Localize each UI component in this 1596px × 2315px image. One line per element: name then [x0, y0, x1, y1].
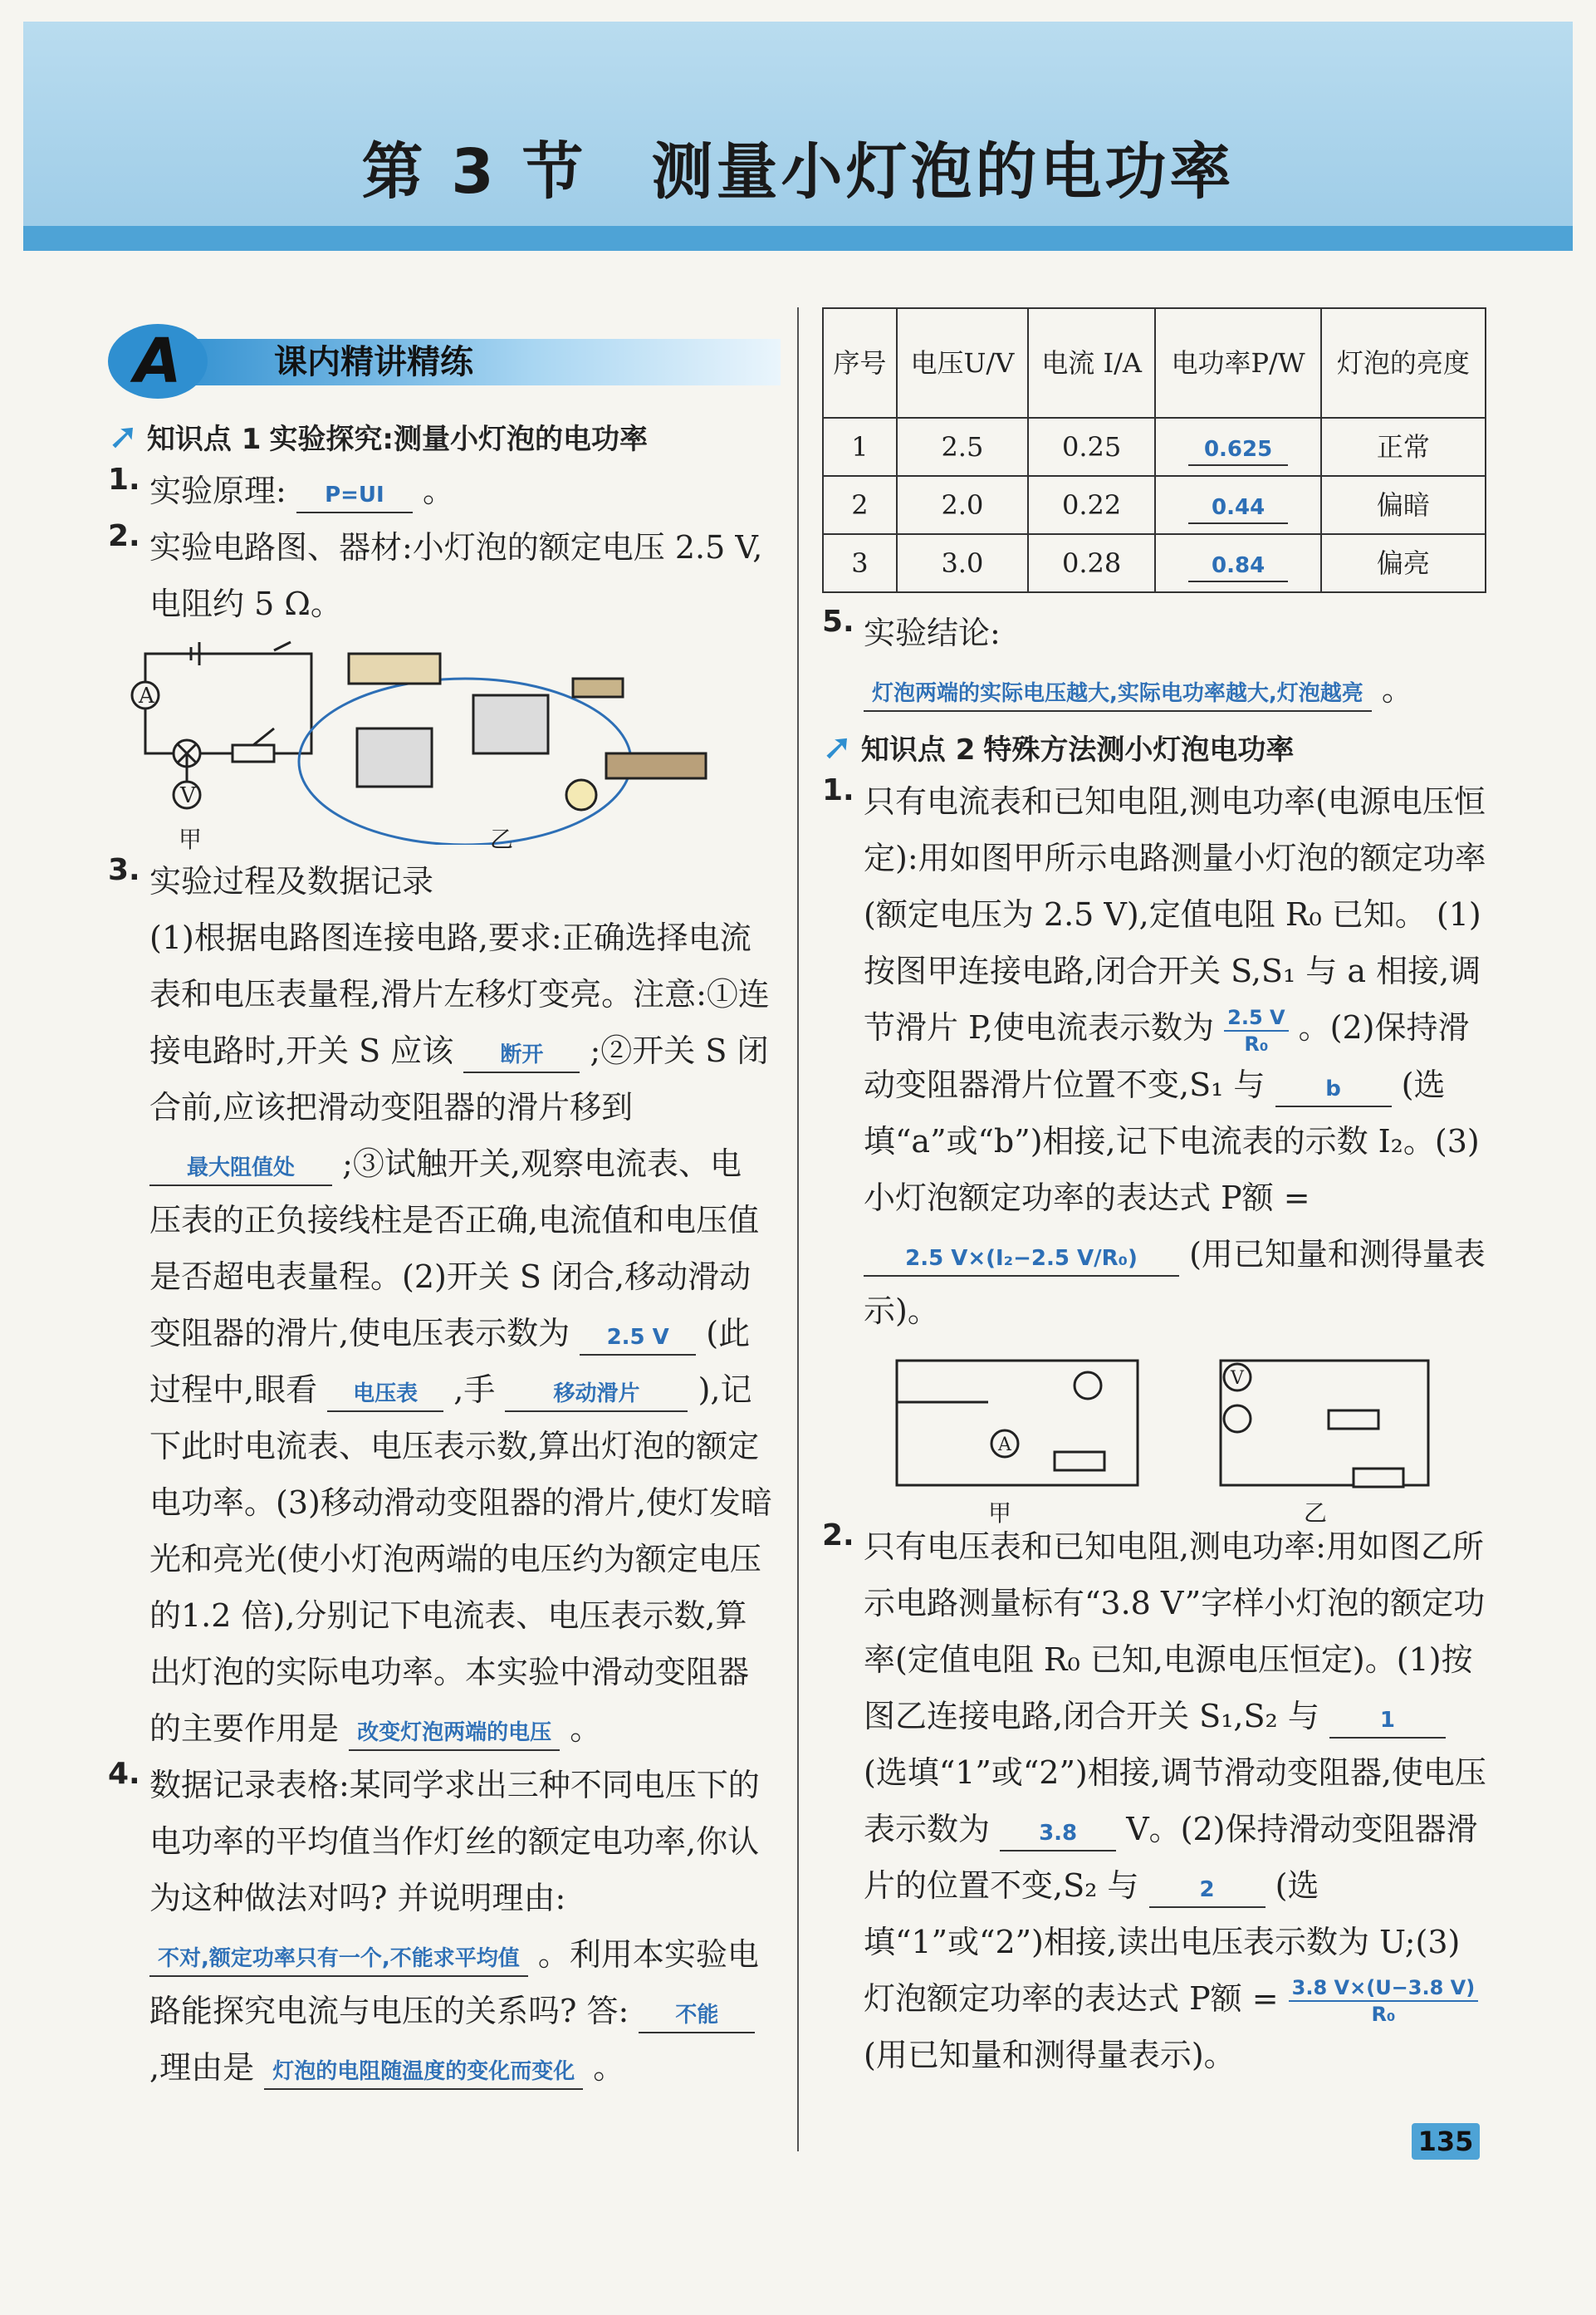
section-title: 课内精讲精练 — [274, 343, 473, 381]
answer-blank: 改变灯泡两端的电压 — [349, 1716, 560, 1751]
fraction-denominator: R₀ — [1244, 1032, 1269, 1056]
question-heading: 实验过程及数据记录 — [149, 863, 434, 900]
answer-blank: 不能 — [639, 1999, 755, 2033]
knowledge-point-1 — [108, 415, 772, 458]
question-text: (选填“1”或“2”)相接,调节滑动变阻器,使电压表示数为 — [864, 1753, 1486, 1847]
question-text: V。(2)保持滑动变阻器滑片的位置不变,S₂ 与 — [864, 1810, 1478, 1904]
voltmeter-label: V — [1231, 1367, 1244, 1389]
punct: 。 — [593, 2049, 625, 2086]
right-column — [822, 307, 1486, 2083]
chapter-banner — [23, 22, 1573, 251]
fraction-numerator: 2.5 V — [1224, 1005, 1288, 1032]
circuit-diagram — [108, 637, 772, 845]
question-number: 5. — [822, 605, 854, 639]
data-table — [822, 307, 1486, 593]
answer-blank: 3.8 — [1000, 1817, 1116, 1852]
voltmeter-label: V — [180, 783, 196, 808]
table-header: 灯泡的亮度 — [1321, 308, 1486, 418]
answer-blank: 断开 — [463, 1038, 580, 1073]
kp-title: 特殊方法测小灯泡电功率 — [983, 733, 1295, 767]
section-letter: A — [108, 324, 208, 399]
answer-blank: 2.5 V×(I₂−2.5 V/R₀) — [864, 1242, 1179, 1277]
figure-circuit-apparatus — [108, 637, 772, 853]
question-text: ,手 — [453, 1371, 496, 1408]
answer-blank: 不对,额定功率只有一个,不能求平均值 — [149, 1942, 528, 1977]
question-3 — [108, 853, 772, 1757]
column-divider — [797, 307, 799, 2151]
answer-blank: 2.5 V — [580, 1321, 696, 1356]
table-header: 电流 I/A — [1028, 308, 1155, 418]
kp-label: 知识点 1 — [146, 423, 262, 456]
table-cell: 2.5 — [897, 418, 1028, 476]
knowledge-point-2 — [822, 726, 1486, 768]
question-text: ;③试触开关,观察电流表、电压表的正负接线柱是否正确,电流值和电压值是否超电表量程。(2)开关 S 闭合,移动滑动变阻器的滑片,使电压表示数为 — [149, 1145, 760, 1351]
question-text: 实验原理: — [149, 473, 286, 509]
answer-fraction — [1289, 1975, 1479, 2027]
figure-caption-a: 甲 — [179, 826, 203, 853]
figure-caption-b: 乙 — [1304, 1498, 1328, 1527]
answer-blank: P=UI — [296, 478, 413, 513]
figure-caption-a: 甲 — [988, 1498, 1012, 1527]
punct: 。 — [1381, 671, 1413, 708]
question-number: 2. — [108, 519, 140, 553]
question-number: 1. — [822, 773, 854, 807]
arrow-icon: ➚ — [108, 415, 139, 458]
answer-blank: 0.625 — [1188, 434, 1288, 466]
punct: 。 — [423, 473, 455, 509]
question-text: 。(2)保持滑动变阻器滑片位置不变,S₁ 与 — [864, 1009, 1470, 1103]
answer-fraction — [1224, 1005, 1288, 1057]
question-1 — [108, 463, 772, 519]
table-cell: 0.28 — [1028, 534, 1155, 592]
question-text: (此过程中,眼看 — [149, 1315, 751, 1408]
question-4 — [108, 1757, 772, 2096]
figure-caption-b: 乙 — [490, 826, 514, 853]
answer-blank: 0.84 — [1188, 551, 1288, 582]
special-question-2 — [822, 1518, 1486, 2084]
question-text: ,理由是 — [149, 2049, 255, 2086]
question-2 — [108, 519, 772, 632]
question-5 — [822, 605, 1486, 718]
question-text: (用已知量和测得量表示)。 — [864, 2037, 1236, 2073]
question-text: 只有电流表和已知电阻,测电功率(电源电压恒定):用如图甲所示电路测量小灯泡的额定功率(额定电压为 2.5 V),定值电阻 R₀ 已知。 — [864, 783, 1486, 933]
question-text: (1)根据电路图连接电路,要求:正确选择电流表和电压表量程,滑片左移灯变亮。注意:①连接电路时,开关 S 应该 — [149, 920, 770, 1069]
table-cell — [1155, 534, 1321, 592]
arrow-icon: ➚ — [822, 726, 853, 768]
question-number: 3. — [108, 853, 140, 887]
table-header: 电压U/V — [897, 308, 1028, 418]
kp-label: 知识点 2 — [860, 733, 976, 767]
table-row — [823, 534, 1486, 592]
punct: 。 — [570, 1710, 602, 1747]
question-text: (用已知量和测得量表示)。 — [864, 1235, 1486, 1329]
answer-blank: b — [1275, 1072, 1392, 1107]
question-text: (1)按图甲连接电路,闭合开关 S,S₁ 与 a 相接,调节滑片 P,使电流表示数为 — [864, 896, 1481, 1046]
ammeter-label: A — [998, 1434, 1011, 1455]
table-cell: 2 — [823, 476, 897, 534]
answer-blank: 0.44 — [1188, 493, 1288, 524]
question-text: 实验电路图、器材:小灯泡的额定电压 2.5 V,电阻约 5 Ω。 — [149, 529, 763, 622]
table-cell: 3 — [823, 534, 897, 592]
answer-blank: 1 — [1329, 1704, 1446, 1739]
question-text: 只有电压表和已知电阻,测电功率:用如图乙所示电路测量标有“3.8 V”字样小灯泡的额定功率(定值电阻 R₀ 已知,电源电压恒定)。(1)按图乙连接电路,闭合开关 S₁,S₂ 与 — [864, 1528, 1486, 1734]
kp-title: 实验探究:测量小灯泡的电功率 — [269, 423, 648, 456]
answer-blank: 最大阻值处 — [149, 1151, 332, 1186]
answer-blank: 灯泡的电阻随温度的变化而变化 — [264, 2055, 583, 2090]
question-text: ),记下此时电流表、电压表示数,算出灯泡的额定电功率。(3)移动滑动变阻器的滑片,使灯发暗光和亮光(使小灯泡两端的电压约为额定电压的1.2 倍),分别记下电流表、电压表示数,算出灯泡的实际电功率。本实验中滑动变阻器的主要作用是 — [149, 1371, 772, 1747]
question-text: 。利用本实验电路能探究电流与电压的关系吗? 答: — [149, 1936, 759, 2029]
fraction-numerator: 3.8 V×(U−3.8 V) — [1289, 1975, 1479, 2002]
answer-blank: 2 — [1149, 1873, 1266, 1908]
question-number: 4. — [108, 1757, 140, 1791]
table-cell: 偏暗 — [1321, 476, 1486, 534]
table-header: 序号 — [823, 308, 897, 418]
table-cell — [1155, 418, 1321, 476]
table-cell: 偏亮 — [1321, 534, 1486, 592]
question-text: ;②开关 S 闭合前,应该把滑动变阻器的滑片移到 — [149, 1032, 769, 1126]
ammeter-label: A — [139, 684, 154, 709]
question-number: 1. — [108, 463, 140, 497]
table-row — [823, 418, 1486, 476]
section-bar — [166, 339, 781, 385]
page-title: 第 3 节 测量小灯泡的电功率 — [361, 136, 1235, 208]
question-text: (选填“1”或“2”)相接,读出电压表示数为 U;(3)灯泡额定功率的表达式 P额 = — [864, 1866, 1461, 2017]
special-question-1 — [822, 773, 1486, 1339]
table-cell: 正常 — [1321, 418, 1486, 476]
page-number: 135 — [1412, 2123, 1480, 2160]
table-cell: 1 — [823, 418, 897, 476]
table-cell: 2.0 — [897, 476, 1028, 534]
left-column — [108, 316, 772, 2096]
table-cell: 0.22 — [1028, 476, 1155, 534]
table-header: 电功率P/W — [1155, 308, 1321, 418]
question-number: 2. — [822, 1518, 854, 1552]
section-a-header — [108, 316, 772, 407]
question-text: 数据记录表格:某同学求出三种不同电压下的电功率的平均值当作灯丝的额定电功率,你认为这种做法对吗? 并说明理由: — [149, 1767, 760, 1916]
special-circuit-diagram — [822, 1344, 1486, 1510]
figure-special-circuits — [822, 1344, 1486, 1527]
table-cell: 3.0 — [897, 534, 1028, 592]
fraction-denominator: R₀ — [1371, 2003, 1396, 2026]
table-cell: 0.25 — [1028, 418, 1155, 476]
question-text: 实验结论: — [864, 615, 1001, 651]
question-text: (选填“a”或“b”)相接,记下电流表的示数 I₂。(3)小灯泡额定功率的表达式 P额 = — [864, 1066, 1480, 1216]
answer-blank: 移动滑片 — [505, 1377, 688, 1412]
table-row — [823, 476, 1486, 534]
table-cell — [1155, 476, 1321, 534]
banner-strip — [23, 226, 1573, 251]
answer-blank: 灯泡两端的实际电压越大,实际电功率越大,灯泡越亮 — [864, 677, 1372, 712]
answer-blank: 电压表 — [327, 1377, 443, 1412]
